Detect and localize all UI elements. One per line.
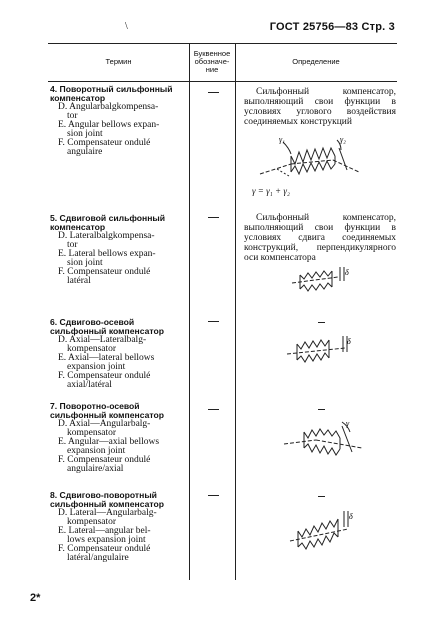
definition-text: Сильфонный компенсатор, выполняющий свои функции в условиях сдвига соединяемых конструкций, перпендикулярного оси компенсатора xyxy=(244,213,396,263)
lateral-angular-bellows-figure xyxy=(288,507,363,555)
term-line: F. Compensateur ondulé xyxy=(58,267,151,277)
definition-5 xyxy=(244,213,396,263)
term-title: 7. Поворотно-осевой сильфонный компенсатор xyxy=(50,401,164,420)
header-bottom-border xyxy=(48,81,397,82)
term-line: F. Compensateur ondulé xyxy=(58,544,151,554)
term-line: F. Compensateur ondulé xyxy=(58,455,151,465)
term-line: lows expansion joint xyxy=(67,535,146,545)
delta-label: δ xyxy=(349,512,353,521)
term-title: 5. Сдвиговой сильфонный компенсатор xyxy=(50,213,166,232)
term-line: latéral/angulaire xyxy=(67,553,129,563)
definition-dash-6 xyxy=(318,322,325,323)
term-line: kompensator xyxy=(67,428,117,438)
term-entry-7 xyxy=(50,402,186,474)
term-line: angulaire/axial xyxy=(67,464,124,474)
term-entry-5 xyxy=(50,214,186,286)
letter-dash xyxy=(208,217,219,218)
column-header-letter: Буквенное обозначе-ние xyxy=(193,49,231,74)
term-line: F. Compensateur ondulé xyxy=(58,371,151,381)
page-header xyxy=(0,21,422,35)
column-divider-1 xyxy=(189,43,190,580)
definition-dash-7 xyxy=(318,409,325,410)
term-line: D. Lateral—Angularbalg- xyxy=(58,508,157,518)
term-entry-4 xyxy=(50,85,186,157)
term-title: 6. Сдвигово-осевой сильфонный компенсатор xyxy=(50,317,164,336)
definition-text: Сильфонный компенсатор, выполняющий свои функции в условиях углового воздействия соединяемых конструкций xyxy=(244,87,396,127)
term-line: axial/latéral xyxy=(67,380,112,390)
definition-4 xyxy=(244,87,396,127)
column-divider-2 xyxy=(235,43,236,580)
term-line: expansion joint xyxy=(67,446,126,456)
delta-label: δ xyxy=(345,268,349,277)
term-line: expansion joint xyxy=(67,362,126,372)
term-line: D. Lateralbalgkompensa- xyxy=(58,231,155,241)
axial-lateral-bellows-figure xyxy=(285,330,360,370)
term-line: sion joint xyxy=(67,258,103,268)
term-line: E. Lateral—angular bel- xyxy=(58,526,151,536)
term-line: D. Axial—Lateralbalg- xyxy=(58,335,147,345)
term-line: E. Angular bellows expan- xyxy=(58,120,160,130)
term-line: E. Axial—lateral bellows xyxy=(58,353,155,363)
term-line: D. Axial—Angularbalg- xyxy=(58,419,151,429)
standard-number: ГОСТ 25756—83 Стр. 3 xyxy=(269,21,395,33)
column-header-definition: Определение xyxy=(292,57,340,66)
letter-dash xyxy=(208,495,219,496)
angle-formula: γ = γ₁ + γ₂ xyxy=(252,186,291,196)
page-number: 2* xyxy=(30,592,41,604)
lateral-bellows-figure xyxy=(290,263,360,299)
term-line: sion joint xyxy=(67,129,103,139)
header-mark: \ xyxy=(125,21,128,32)
term-entry-6 xyxy=(50,318,186,390)
term-title: 8. Сдвигово-поворотный сильфонный компенсатор xyxy=(50,490,164,509)
term-line: E. Angular—axial bellows xyxy=(58,437,160,447)
letter-dash xyxy=(208,409,219,410)
letter-dash xyxy=(208,321,219,322)
term-line: latéral xyxy=(67,276,91,286)
term-line: angulaire xyxy=(67,147,103,157)
gamma1-label: γ₁ xyxy=(279,135,285,144)
gamma-label: γ xyxy=(346,419,350,428)
angular-axial-bellows-figure xyxy=(282,418,372,468)
term-entry-8 xyxy=(50,491,186,563)
delta-label: δ xyxy=(347,337,351,346)
terms-table xyxy=(48,43,397,580)
gamma2-label: γ₂ xyxy=(340,135,346,144)
letter-dash xyxy=(208,92,219,93)
term-line: kompensator xyxy=(67,344,117,354)
term-line: F. Compensateur ondulé xyxy=(58,138,151,148)
definition-dash-8 xyxy=(318,496,325,497)
angular-bellows-figure xyxy=(255,134,370,186)
term-line: kompensator xyxy=(67,517,117,527)
term-title: 4. Поворотный сильфонный компенсатор xyxy=(50,84,173,103)
term-line: E. Lateral bellows expan- xyxy=(58,249,156,259)
term-line: D. Angularbalgkompensa- xyxy=(58,102,159,112)
term-line: tor xyxy=(67,240,78,250)
term-line: tor xyxy=(67,111,78,121)
column-header-term: Термин xyxy=(105,57,132,66)
